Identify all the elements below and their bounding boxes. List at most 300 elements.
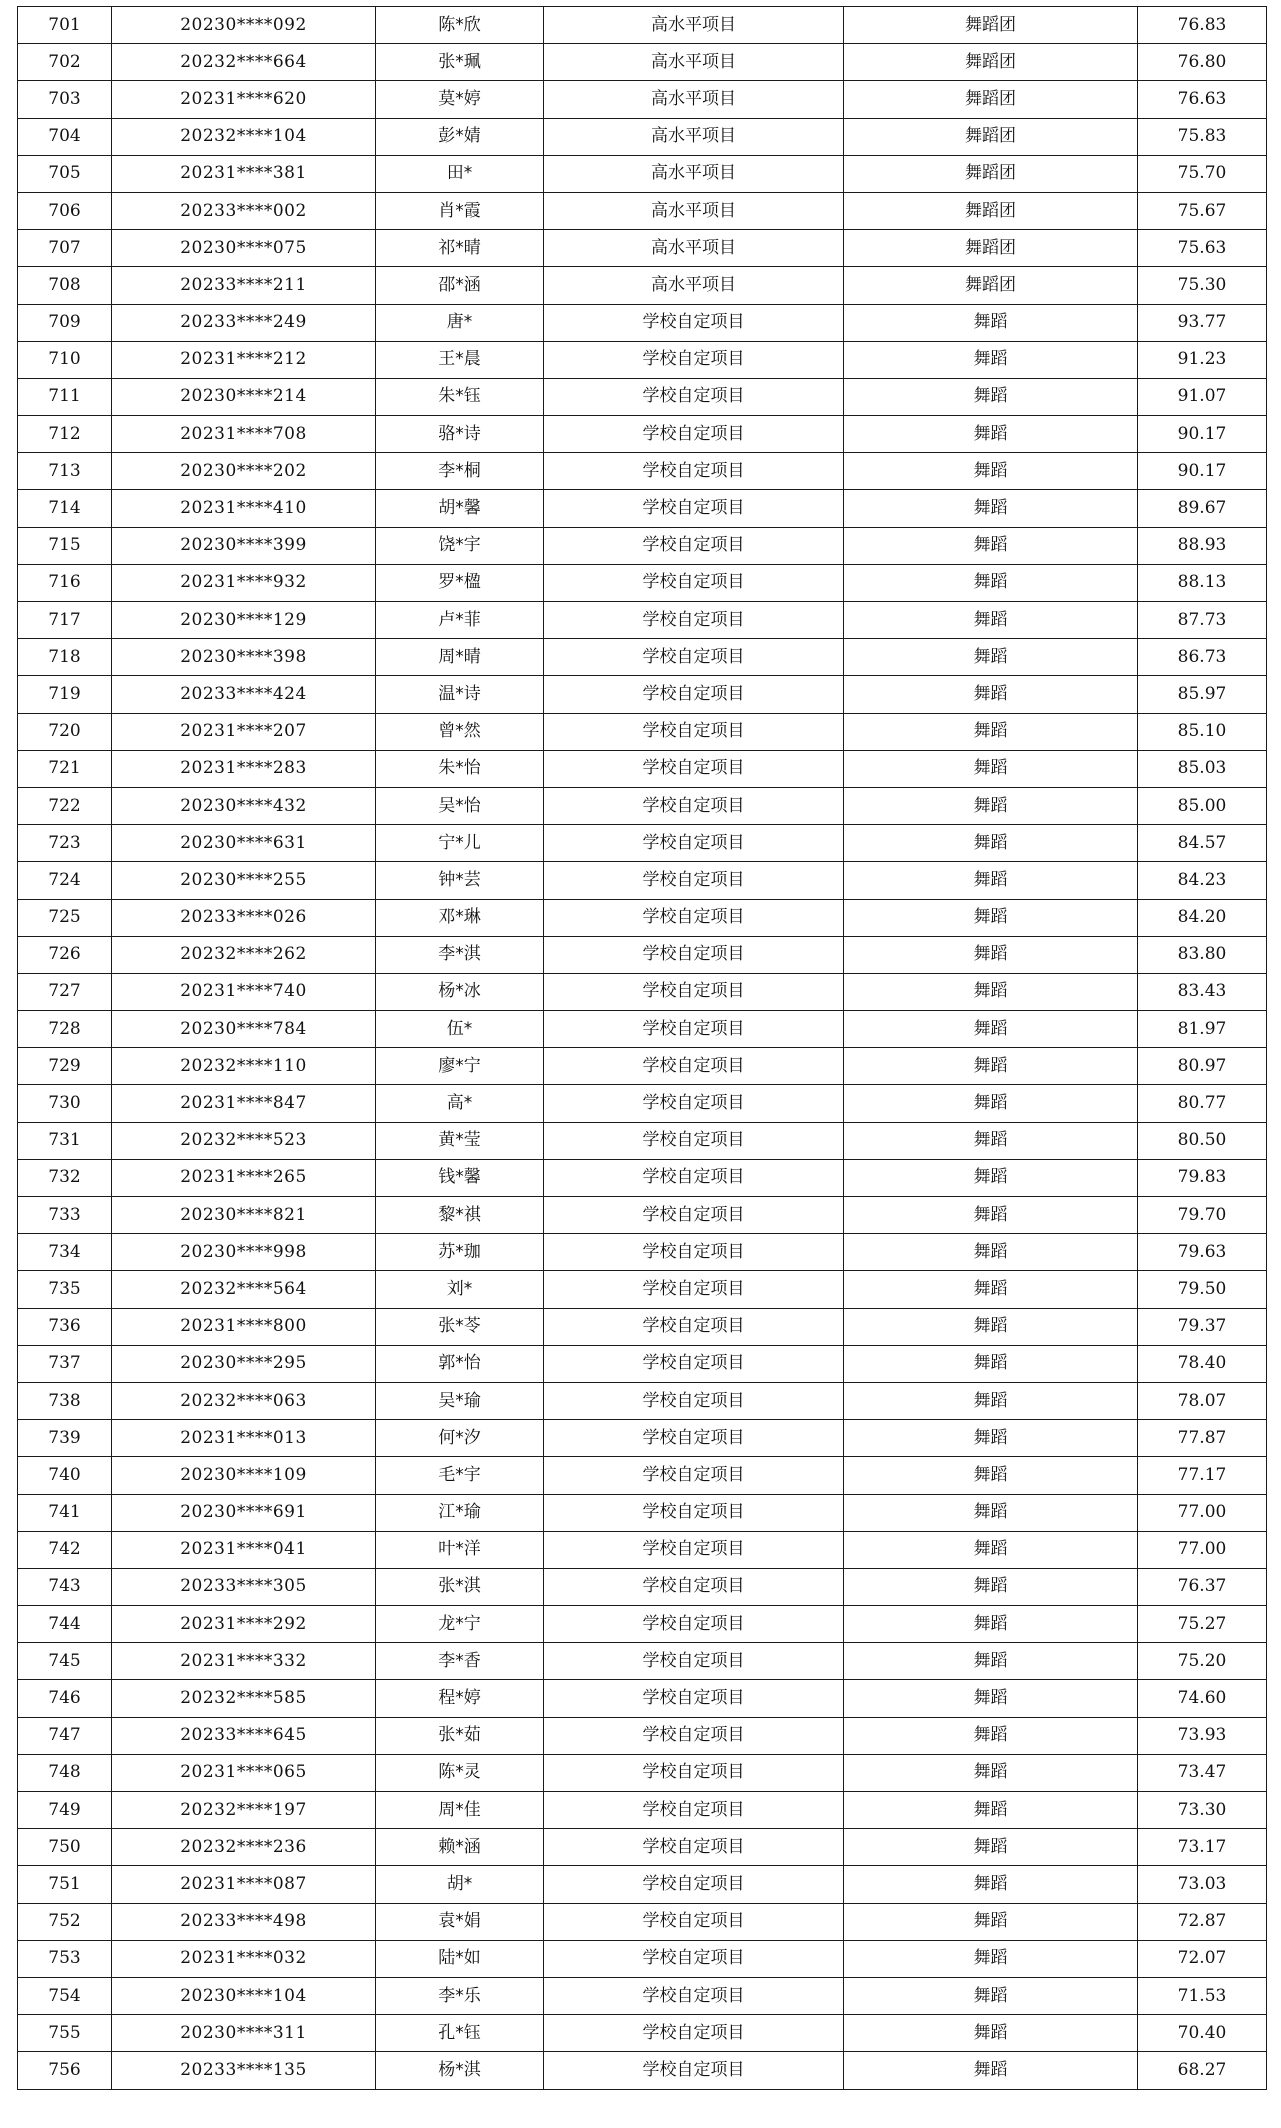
table-row (18, 899, 1267, 936)
item-cell: 舞蹈团 (844, 267, 1138, 304)
row-number-cell: 707 (18, 230, 112, 267)
table-row (18, 230, 1267, 267)
student-name-cell: 朱*怡 (376, 750, 544, 787)
project-type-cell: 高水平项目 (544, 230, 844, 267)
project-type-cell: 学校自定项目 (544, 341, 844, 378)
score-cell: 80.77 (1138, 1085, 1267, 1122)
row-number-cell: 726 (18, 936, 112, 973)
table-row (18, 1792, 1267, 1829)
student-id-cell: 20230****295 (112, 1345, 376, 1382)
project-type-cell: 高水平项目 (544, 44, 844, 81)
student-name-cell: 黎*祺 (376, 1197, 544, 1234)
item-cell: 舞蹈 (844, 713, 1138, 750)
table-row (18, 341, 1267, 378)
item-cell: 舞蹈 (844, 1792, 1138, 1829)
score-cell: 80.50 (1138, 1122, 1267, 1159)
row-number-cell: 734 (18, 1234, 112, 1271)
item-cell: 舞蹈 (844, 973, 1138, 1010)
student-id-cell: 20231****041 (112, 1531, 376, 1568)
table-row (18, 564, 1267, 601)
score-cell: 86.73 (1138, 639, 1267, 676)
row-number-cell: 722 (18, 787, 112, 824)
item-cell: 舞蹈 (844, 1159, 1138, 1196)
row-number-cell: 711 (18, 378, 112, 415)
student-id-cell: 20230****399 (112, 527, 376, 564)
student-name-cell: 祁*晴 (376, 230, 544, 267)
student-id-cell: 20230****821 (112, 1197, 376, 1234)
student-name-cell: 张*淇 (376, 1568, 544, 1605)
row-number-cell: 749 (18, 1792, 112, 1829)
score-cell: 77.00 (1138, 1494, 1267, 1531)
score-cell: 75.30 (1138, 267, 1267, 304)
table-row (18, 602, 1267, 639)
project-type-cell: 学校自定项目 (544, 1903, 844, 1940)
item-cell: 舞蹈 (844, 1866, 1138, 1903)
student-name-cell: 曾*然 (376, 713, 544, 750)
student-id-cell: 20230****784 (112, 1011, 376, 1048)
student-id-cell: 20230****129 (112, 602, 376, 639)
project-type-cell: 学校自定项目 (544, 1159, 844, 1196)
item-cell: 舞蹈 (844, 1234, 1138, 1271)
table-row (18, 639, 1267, 676)
table-row (18, 155, 1267, 192)
project-type-cell: 学校自定项目 (544, 1717, 844, 1754)
project-type-cell: 学校自定项目 (544, 1531, 844, 1568)
table-row (18, 453, 1267, 490)
row-number-cell: 720 (18, 713, 112, 750)
student-id-cell: 20231****410 (112, 490, 376, 527)
student-id-cell: 20232****585 (112, 1680, 376, 1717)
student-id-cell: 20231****013 (112, 1420, 376, 1457)
student-name-cell: 张*苓 (376, 1308, 544, 1345)
student-name-cell: 唐* (376, 304, 544, 341)
table-row (18, 267, 1267, 304)
student-id-cell: 20233****645 (112, 1717, 376, 1754)
project-type-cell: 学校自定项目 (544, 490, 844, 527)
score-cell: 88.93 (1138, 527, 1267, 564)
score-cell: 73.93 (1138, 1717, 1267, 1754)
row-number-cell: 728 (18, 1011, 112, 1048)
item-cell: 舞蹈 (844, 2015, 1138, 2052)
student-name-cell: 张*珮 (376, 44, 544, 81)
student-name-cell: 李*桐 (376, 453, 544, 490)
student-id-cell: 20230****075 (112, 230, 376, 267)
item-cell: 舞蹈 (844, 416, 1138, 453)
item-cell: 舞蹈 (844, 1754, 1138, 1791)
score-cell: 75.83 (1138, 118, 1267, 155)
row-number-cell: 714 (18, 490, 112, 527)
student-id-cell: 20232****262 (112, 936, 376, 973)
table-row (18, 378, 1267, 415)
score-cell: 81.97 (1138, 1011, 1267, 1048)
score-cell: 91.07 (1138, 378, 1267, 415)
row-number-cell: 750 (18, 1829, 112, 1866)
score-cell: 77.00 (1138, 1531, 1267, 1568)
score-cell: 87.73 (1138, 602, 1267, 639)
student-name-cell: 卢*菲 (376, 602, 544, 639)
student-name-cell: 伍* (376, 1011, 544, 1048)
table-row (18, 1494, 1267, 1531)
project-type-cell: 学校自定项目 (544, 1977, 844, 2014)
score-cell: 80.97 (1138, 1048, 1267, 1085)
score-cell: 85.03 (1138, 750, 1267, 787)
table-row (18, 973, 1267, 1010)
student-name-cell: 高* (376, 1085, 544, 1122)
student-id-cell: 20230****202 (112, 453, 376, 490)
item-cell: 舞蹈 (844, 1382, 1138, 1419)
table-row (18, 1568, 1267, 1605)
row-number-cell: 713 (18, 453, 112, 490)
project-type-cell: 学校自定项目 (544, 602, 844, 639)
score-cell: 73.03 (1138, 1866, 1267, 1903)
table-row (18, 1977, 1267, 2014)
row-number-cell: 723 (18, 825, 112, 862)
row-number-cell: 724 (18, 862, 112, 899)
student-id-cell: 20233****249 (112, 304, 376, 341)
item-cell: 舞蹈团 (844, 7, 1138, 44)
student-id-cell: 20230****255 (112, 862, 376, 899)
score-cell: 83.43 (1138, 973, 1267, 1010)
table-row (18, 787, 1267, 824)
project-type-cell: 学校自定项目 (544, 1494, 844, 1531)
table-row (18, 44, 1267, 81)
project-type-cell: 学校自定项目 (544, 1197, 844, 1234)
score-cell: 73.47 (1138, 1754, 1267, 1791)
item-cell: 舞蹈 (844, 564, 1138, 601)
row-number-cell: 752 (18, 1903, 112, 1940)
project-type-cell: 高水平项目 (544, 267, 844, 304)
project-type-cell: 学校自定项目 (544, 750, 844, 787)
project-type-cell: 学校自定项目 (544, 973, 844, 1010)
row-number-cell: 756 (18, 2052, 112, 2089)
project-type-cell: 学校自定项目 (544, 1048, 844, 1085)
student-name-cell: 赖*涵 (376, 1829, 544, 1866)
student-id-cell: 20231****065 (112, 1754, 376, 1791)
project-type-cell: 学校自定项目 (544, 1308, 844, 1345)
table-row (18, 1866, 1267, 1903)
row-number-cell: 705 (18, 155, 112, 192)
score-cell: 84.57 (1138, 825, 1267, 862)
item-cell: 舞蹈 (844, 1606, 1138, 1643)
student-name-cell: 刘* (376, 1271, 544, 1308)
score-cell: 84.23 (1138, 862, 1267, 899)
student-id-cell: 20233****026 (112, 899, 376, 936)
table-row (18, 1940, 1267, 1977)
item-cell: 舞蹈 (844, 1011, 1138, 1048)
table-row (18, 1754, 1267, 1791)
item-cell: 舞蹈 (844, 453, 1138, 490)
table-row (18, 825, 1267, 862)
item-cell: 舞蹈 (844, 787, 1138, 824)
student-name-cell: 饶*宇 (376, 527, 544, 564)
score-cell: 79.63 (1138, 1234, 1267, 1271)
student-id-cell: 20231****381 (112, 155, 376, 192)
score-cell: 76.63 (1138, 81, 1267, 118)
item-cell: 舞蹈 (844, 1345, 1138, 1382)
item-cell: 舞蹈 (844, 304, 1138, 341)
project-type-cell: 学校自定项目 (544, 378, 844, 415)
project-type-cell: 学校自定项目 (544, 713, 844, 750)
student-name-cell: 陈*欣 (376, 7, 544, 44)
item-cell: 舞蹈 (844, 1308, 1138, 1345)
row-number-cell: 741 (18, 1494, 112, 1531)
score-cell: 74.60 (1138, 1680, 1267, 1717)
student-id-cell: 20232****236 (112, 1829, 376, 1866)
item-cell: 舞蹈团 (844, 230, 1138, 267)
student-id-cell: 20233****002 (112, 192, 376, 229)
student-id-cell: 20231****847 (112, 1085, 376, 1122)
item-cell: 舞蹈 (844, 1457, 1138, 1494)
item-cell: 舞蹈团 (844, 44, 1138, 81)
project-type-cell: 高水平项目 (544, 81, 844, 118)
student-id-cell: 20231****740 (112, 973, 376, 1010)
row-number-cell: 702 (18, 44, 112, 81)
score-cell: 73.30 (1138, 1792, 1267, 1829)
score-cell: 75.70 (1138, 155, 1267, 192)
student-name-cell: 江*瑜 (376, 1494, 544, 1531)
score-cell: 85.00 (1138, 787, 1267, 824)
score-cell: 73.17 (1138, 1829, 1267, 1866)
student-id-cell: 20231****932 (112, 564, 376, 601)
student-id-cell: 20231****708 (112, 416, 376, 453)
row-number-cell: 708 (18, 267, 112, 304)
student-id-cell: 20233****135 (112, 2052, 376, 2089)
score-cell: 83.80 (1138, 936, 1267, 973)
table-row (18, 1011, 1267, 1048)
row-number-cell: 731 (18, 1122, 112, 1159)
project-type-cell: 学校自定项目 (544, 1568, 844, 1605)
item-cell: 舞蹈 (844, 750, 1138, 787)
project-type-cell: 学校自定项目 (544, 1866, 844, 1903)
student-id-cell: 20231****032 (112, 1940, 376, 1977)
table-row (18, 1531, 1267, 1568)
row-number-cell: 706 (18, 192, 112, 229)
project-type-cell: 学校自定项目 (544, 676, 844, 713)
item-cell: 舞蹈 (844, 1122, 1138, 1159)
student-name-cell: 毛*宇 (376, 1457, 544, 1494)
row-number-cell: 736 (18, 1308, 112, 1345)
score-cell: 88.13 (1138, 564, 1267, 601)
item-cell: 舞蹈 (844, 1271, 1138, 1308)
project-type-cell: 高水平项目 (544, 192, 844, 229)
table-row (18, 936, 1267, 973)
score-cell: 77.17 (1138, 1457, 1267, 1494)
score-cell: 93.77 (1138, 304, 1267, 341)
row-number-cell: 737 (18, 1345, 112, 1382)
student-name-cell: 莫*婷 (376, 81, 544, 118)
student-name-cell: 吴*怡 (376, 787, 544, 824)
student-name-cell: 李*淇 (376, 936, 544, 973)
student-name-cell: 温*诗 (376, 676, 544, 713)
table-row (18, 1420, 1267, 1457)
row-number-cell: 727 (18, 973, 112, 1010)
item-cell: 舞蹈 (844, 1531, 1138, 1568)
score-cell: 79.83 (1138, 1159, 1267, 1196)
project-type-cell: 学校自定项目 (544, 639, 844, 676)
row-number-cell: 739 (18, 1420, 112, 1457)
project-type-cell: 学校自定项目 (544, 1345, 844, 1382)
table-row (18, 1159, 1267, 1196)
score-cell: 71.53 (1138, 1977, 1267, 2014)
item-cell: 舞蹈 (844, 490, 1138, 527)
project-type-cell: 学校自定项目 (544, 2052, 844, 2089)
table-row (18, 304, 1267, 341)
project-type-cell: 学校自定项目 (544, 1829, 844, 1866)
item-cell: 舞蹈团 (844, 81, 1138, 118)
student-id-cell: 20231****265 (112, 1159, 376, 1196)
score-cell: 79.50 (1138, 1271, 1267, 1308)
student-name-cell: 杨*淇 (376, 2052, 544, 2089)
score-cell: 78.40 (1138, 1345, 1267, 1382)
score-cell: 75.67 (1138, 192, 1267, 229)
student-id-cell: 20230****398 (112, 639, 376, 676)
table-row (18, 527, 1267, 564)
table-row (18, 2052, 1267, 2089)
student-id-cell: 20232****110 (112, 1048, 376, 1085)
student-id-cell: 20232****523 (112, 1122, 376, 1159)
table-row (18, 1085, 1267, 1122)
row-number-cell: 746 (18, 1680, 112, 1717)
item-cell: 舞蹈 (844, 1940, 1138, 1977)
project-type-cell: 学校自定项目 (544, 1680, 844, 1717)
table-row (18, 1903, 1267, 1940)
student-name-cell: 叶*洋 (376, 1531, 544, 1568)
item-cell: 舞蹈 (844, 862, 1138, 899)
item-cell: 舞蹈 (844, 602, 1138, 639)
item-cell: 舞蹈 (844, 1829, 1138, 1866)
score-cell: 78.07 (1138, 1382, 1267, 1419)
row-number-cell: 743 (18, 1568, 112, 1605)
student-id-cell: 20232****063 (112, 1382, 376, 1419)
student-name-cell: 廖*宁 (376, 1048, 544, 1085)
table-row (18, 416, 1267, 453)
student-name-cell: 邵*涵 (376, 267, 544, 304)
project-type-cell: 学校自定项目 (544, 1382, 844, 1419)
table-row (18, 713, 1267, 750)
item-cell: 舞蹈 (844, 1977, 1138, 2014)
student-name-cell: 何*汐 (376, 1420, 544, 1457)
project-type-cell: 学校自定项目 (544, 825, 844, 862)
table-row (18, 1048, 1267, 1085)
student-id-cell: 20230****311 (112, 2015, 376, 2052)
score-cell: 72.07 (1138, 1940, 1267, 1977)
student-id-cell: 20230****109 (112, 1457, 376, 1494)
student-id-cell: 20233****211 (112, 267, 376, 304)
table-row (18, 81, 1267, 118)
item-cell: 舞蹈 (844, 1643, 1138, 1680)
student-name-cell: 朱*钰 (376, 378, 544, 415)
student-id-cell: 20230****092 (112, 7, 376, 44)
item-cell: 舞蹈 (844, 825, 1138, 862)
project-type-cell: 学校自定项目 (544, 862, 844, 899)
table-row (18, 7, 1267, 44)
student-id-cell: 20231****207 (112, 713, 376, 750)
table-row (18, 1345, 1267, 1382)
student-id-cell: 20230****214 (112, 378, 376, 415)
score-cell: 85.97 (1138, 676, 1267, 713)
table-row (18, 1643, 1267, 1680)
score-cell: 84.20 (1138, 899, 1267, 936)
table-row (18, 1606, 1267, 1643)
row-number-cell: 742 (18, 1531, 112, 1568)
project-type-cell: 学校自定项目 (544, 2015, 844, 2052)
row-number-cell: 710 (18, 341, 112, 378)
table-row (18, 1382, 1267, 1419)
row-number-cell: 747 (18, 1717, 112, 1754)
student-id-cell: 20231****332 (112, 1643, 376, 1680)
row-number-cell: 701 (18, 7, 112, 44)
item-cell: 舞蹈 (844, 341, 1138, 378)
student-name-cell: 李*香 (376, 1643, 544, 1680)
project-type-cell: 学校自定项目 (544, 1122, 844, 1159)
student-id-cell: 20230****691 (112, 1494, 376, 1531)
project-type-cell: 高水平项目 (544, 7, 844, 44)
project-type-cell: 学校自定项目 (544, 1085, 844, 1122)
row-number-cell: 718 (18, 639, 112, 676)
row-number-cell: 717 (18, 602, 112, 639)
student-id-cell: 20231****212 (112, 341, 376, 378)
project-type-cell: 学校自定项目 (544, 787, 844, 824)
project-type-cell: 学校自定项目 (544, 1420, 844, 1457)
student-id-cell: 20230****631 (112, 825, 376, 862)
table-row (18, 1308, 1267, 1345)
student-name-cell: 骆*诗 (376, 416, 544, 453)
student-name-cell: 肖*霞 (376, 192, 544, 229)
student-name-cell: 彭*婧 (376, 118, 544, 155)
item-cell: 舞蹈 (844, 1903, 1138, 1940)
student-name-cell: 钱*馨 (376, 1159, 544, 1196)
project-type-cell: 学校自定项目 (544, 1011, 844, 1048)
student-name-cell: 李*乐 (376, 1977, 544, 2014)
score-cell: 90.17 (1138, 453, 1267, 490)
item-cell: 舞蹈 (844, 1717, 1138, 1754)
row-number-cell: 754 (18, 1977, 112, 2014)
item-cell: 舞蹈 (844, 1197, 1138, 1234)
item-cell: 舞蹈 (844, 1048, 1138, 1085)
project-type-cell: 学校自定项目 (544, 1643, 844, 1680)
student-id-cell: 20232****564 (112, 1271, 376, 1308)
score-cell: 76.37 (1138, 1568, 1267, 1605)
score-cell: 90.17 (1138, 416, 1267, 453)
student-name-cell: 郭*怡 (376, 1345, 544, 1382)
score-cell: 68.27 (1138, 2052, 1267, 2089)
score-cell: 75.63 (1138, 230, 1267, 267)
row-number-cell: 721 (18, 750, 112, 787)
project-type-cell: 学校自定项目 (544, 416, 844, 453)
table-row (18, 1271, 1267, 1308)
student-id-cell: 20231****087 (112, 1866, 376, 1903)
student-name-cell: 胡* (376, 1866, 544, 1903)
project-type-cell: 学校自定项目 (544, 1940, 844, 1977)
table-body (18, 7, 1267, 2090)
row-number-cell: 745 (18, 1643, 112, 1680)
row-number-cell: 703 (18, 81, 112, 118)
student-id-cell: 20230****432 (112, 787, 376, 824)
table-row (18, 490, 1267, 527)
table-row (18, 750, 1267, 787)
item-cell: 舞蹈 (844, 639, 1138, 676)
score-cell: 70.40 (1138, 2015, 1267, 2052)
item-cell: 舞蹈团 (844, 118, 1138, 155)
project-type-cell: 学校自定项目 (544, 1606, 844, 1643)
table-row (18, 1122, 1267, 1159)
project-type-cell: 高水平项目 (544, 118, 844, 155)
student-name-cell: 苏*珈 (376, 1234, 544, 1271)
student-name-cell: 杨*冰 (376, 973, 544, 1010)
student-name-cell: 宁*儿 (376, 825, 544, 862)
row-number-cell: 740 (18, 1457, 112, 1494)
row-number-cell: 735 (18, 1271, 112, 1308)
